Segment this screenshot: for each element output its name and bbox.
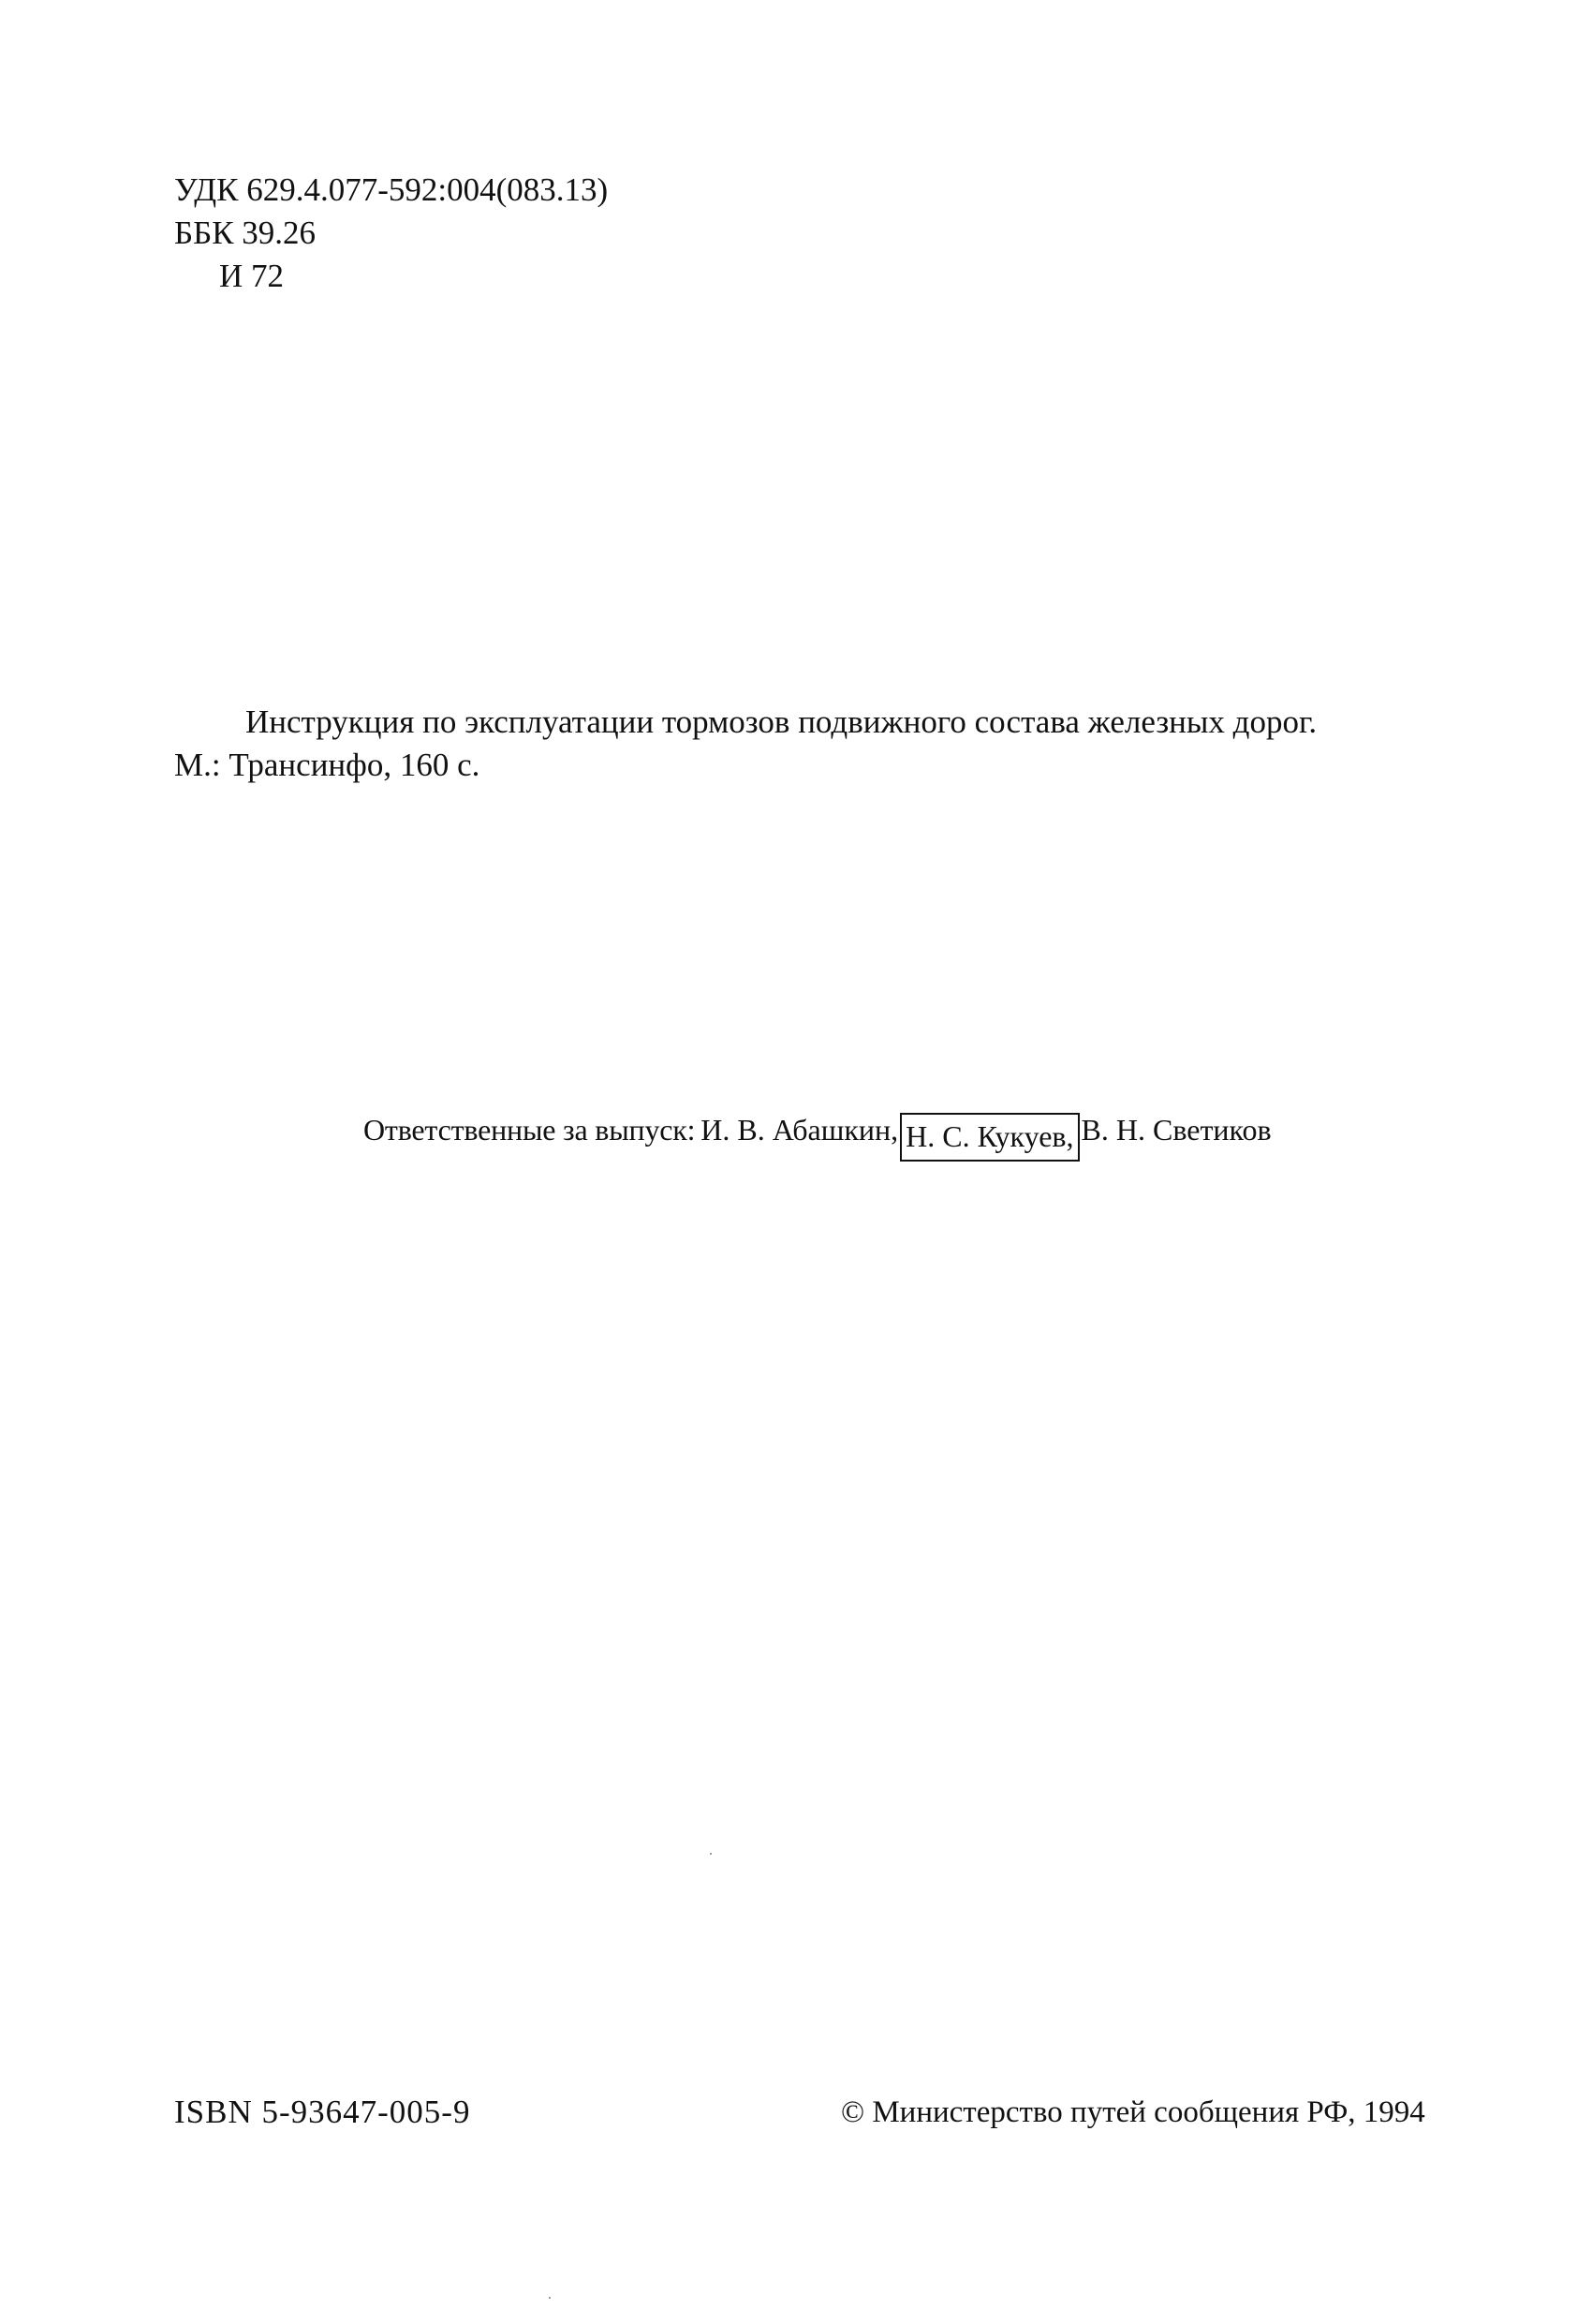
scan-speck [549, 2297, 551, 2299]
publisher-info: М.: Трансинфо, 160 с. [174, 747, 480, 783]
annotation-block [174, 701, 1467, 787]
editor-name-last: В. Н. Светиков [1081, 1113, 1272, 1147]
isbn: ISBN 5-93647-005-9 [174, 2094, 471, 2130]
udk-code: УДК 629.4.077-592:004(083.13) [174, 171, 609, 208]
scan-speck [710, 1853, 712, 1855]
editor-name-framed: Н. С. Кукуев, [906, 1119, 1074, 1153]
bibliographic-block [174, 169, 608, 298]
editor-name: И. В. Абашкин, [700, 1113, 899, 1147]
bbk-code: ББК 39.26 [174, 215, 317, 251]
author-mark: И 72 [219, 258, 285, 294]
boxed-editor-name [900, 1113, 1079, 1162]
responsible-prefix: Ответственные за выпуск: [363, 1113, 696, 1147]
document-title: Инструкция по эксплуатации тормозов подвижного состава железных дорог. [245, 703, 1318, 740]
responsible-editors [363, 1105, 1272, 1154]
copyright-notice: © Министерство путей сообщения РФ, 1994 [841, 2095, 1425, 2129]
